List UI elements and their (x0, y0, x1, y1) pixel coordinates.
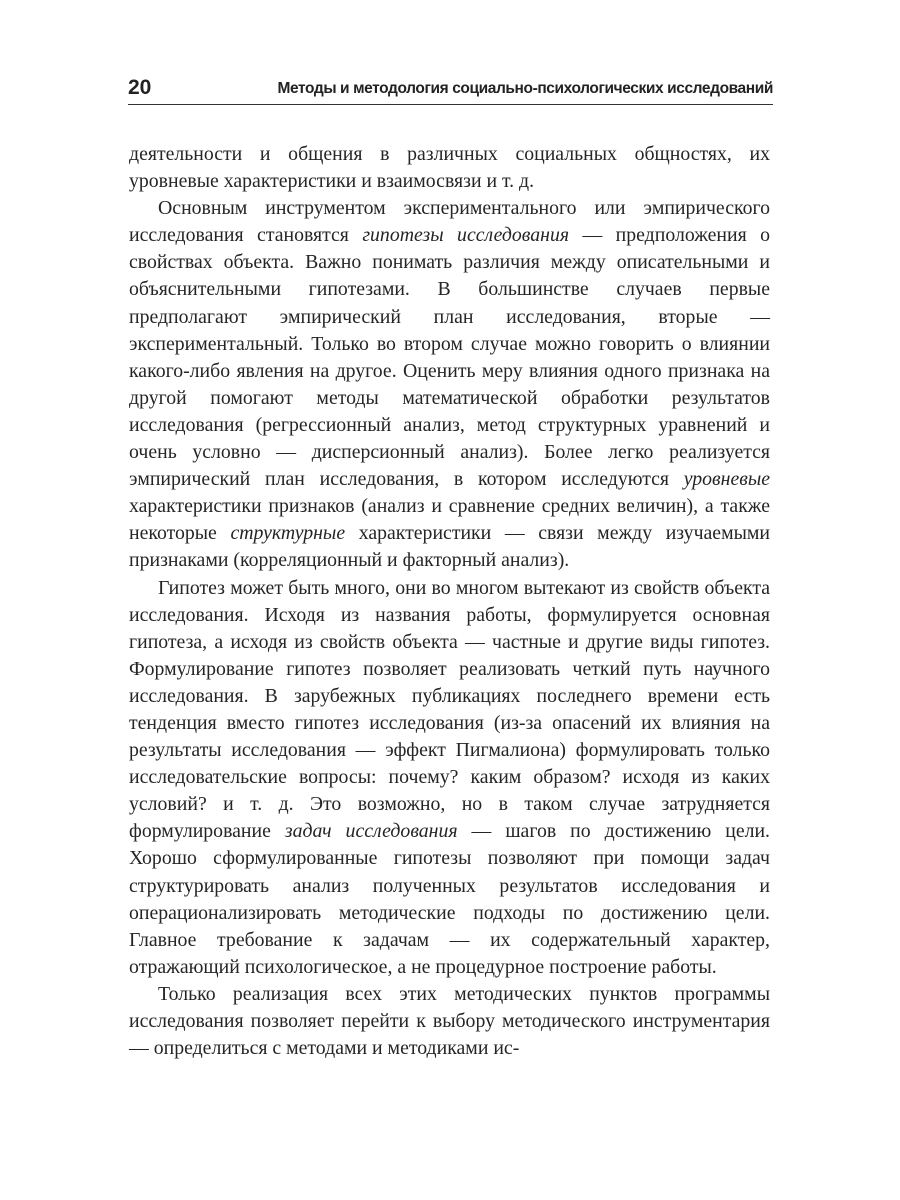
text-segment: деятельности и общения в различных социальных общностях, их уровневые характеристики и взаимосвязи и т. д. (129, 143, 770, 193)
text-segment: Основным инструментом экспериментального или эмпирического исследования становятся (129, 197, 770, 247)
text-segment: характеристики — связи между изучаемыми признаками (корреляционный и факторный анализ). (129, 522, 770, 572)
running-title: Методы и методология социально-психологических исследований (277, 80, 773, 97)
italic-term: уровневые (683, 468, 770, 491)
text-segment: — предположения о свойствах объекта. Важно понимать различия между описательными и объяснительными гипотезами. В большинстве случаев первые предполагают эмпирический план исследования, вторые — экспериментальный. Только во втором случае можно говорить о влиянии какого-либо явления на другое. Оценить меру влияния одного признака на другой помогают методы математической обработки результатов исследования (регрессионный анализ, метод структурных уравнений и очень условно — дисперсионный анализ). Более легко реализуется эмпирический план исследования, в котором исследуются (129, 224, 770, 491)
italic-term: гипотезы исследования (362, 224, 570, 247)
header-rule (128, 104, 773, 105)
italic-term: задач исследования (284, 820, 458, 843)
text-segment: Гипотез может быть много, они во многом вытекают из свойств объекта исследования. Исходя из названия работы, формулируется основная гипотеза, а исходя из свойств объекта — частные и другие виды гипотез. Формулирование гипотез позволяет реализовать четкий путь научного исследования. В зарубежных публикациях последнего времени есть тенденция вместо гипотез исследования (из-за опасений их влияния на результаты исследования — эффект Пигмалиона) формулировать только исследовательские вопросы: почему? каким образом? исходя из каких условий? и т. д. Это возможно, но в таком случае затрудняется формулирование (129, 576, 770, 843)
paragraph-1 (129, 141, 770, 195)
body-text (129, 141, 770, 1062)
paragraph-2 (129, 195, 770, 574)
page-header (128, 74, 773, 104)
page-number: 20 (128, 76, 152, 99)
paragraph-3 (129, 575, 770, 981)
text-segment: Только реализация всех этих методических пунктов программы исследования позволяет перейти к выбору методического инструментария — определиться с методами и методиками ис- (129, 982, 770, 1060)
italic-term: структурные (230, 522, 346, 545)
paragraph-4 (129, 981, 770, 1062)
text-segment: — шагов по достижению цели. Хорошо сформулированные гипотезы позволяют при помощи задач структурировать анализ полученных результатов исследования и операционализировать методические подходы по достижению цели. Главное требование к задачам — их содержательный характер, отражающий психологическое, а не процедурное построение работы. (129, 820, 770, 978)
text-segment: характеристики признаков (анализ и сравнение средних величин), а также некоторые (129, 495, 770, 545)
